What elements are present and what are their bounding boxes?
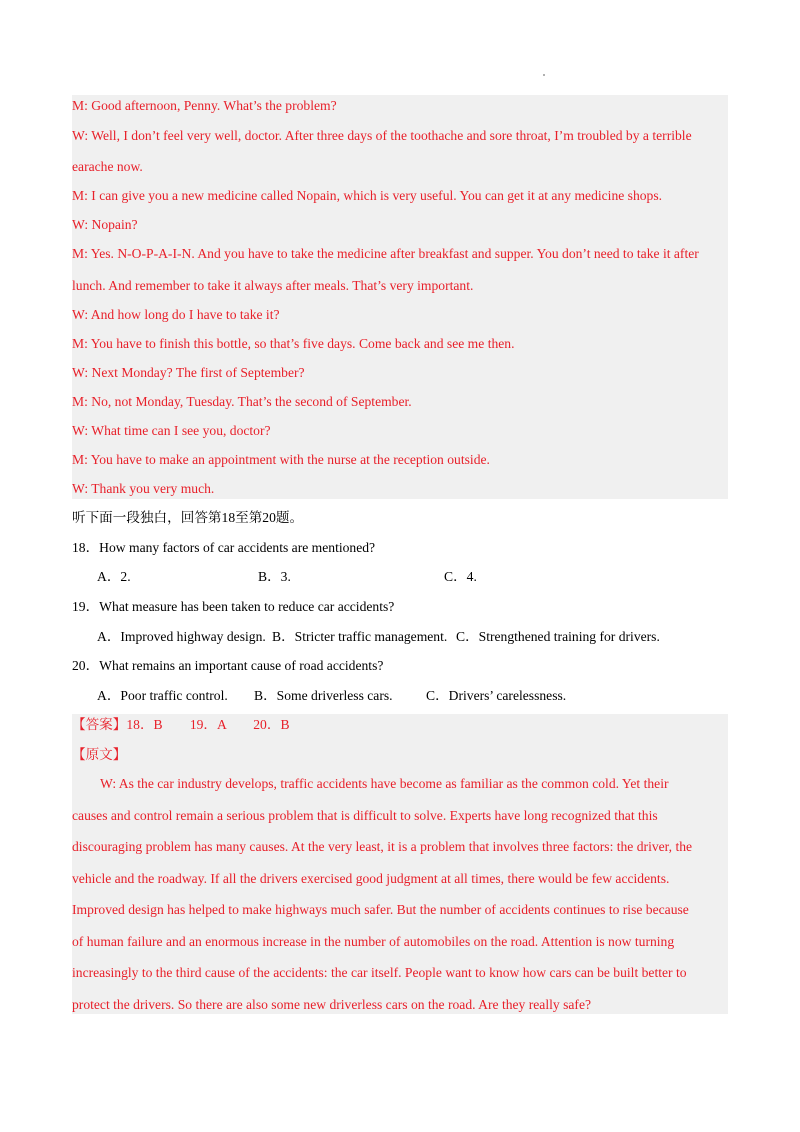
option-c: C．Drivers’ carelessness.	[426, 688, 567, 703]
option-a: A．Poor traffic control.	[97, 688, 228, 703]
original-line: discouraging problem has many causes. At the very least, it is a problem that involves three factors: the driver, the	[72, 839, 693, 854]
original-line: increasingly to the third cause of the accidents: the car itself. People want to know how cars can be built better to	[72, 965, 687, 980]
dialogue-line: earache now.	[72, 159, 143, 174]
answer-text: 18．B 19．A 20．B	[126, 717, 290, 732]
original-line: vehicle and the roadway. If all the drivers exercised good judgment at all times, there would be few accidents.	[72, 871, 670, 886]
option-c: C．Strengthened training for drivers.	[456, 629, 660, 644]
dialogue-line: M: Yes. N-O-P-A-I-N. And you have to take the medicine after breakfast and supper. You don’t need to take it after	[72, 246, 699, 261]
original-line: W: As the car industry develops, traffic accidents have become as familiar as the common cold. Yet their	[100, 776, 669, 791]
dialogue-line: W: Next Monday? The first of September?	[72, 365, 305, 380]
original-line: protect the drivers. So there are also some new driverless cars on the road. Are they really safe?	[72, 997, 592, 1012]
answer-line	[72, 715, 290, 735]
dialogue-line: lunch. And remember to take it always after meals. That’s very important.	[72, 278, 474, 293]
option-b: B．3.	[258, 569, 291, 584]
question-stem: 19．What measure has been taken to reduce car accidents?	[72, 599, 395, 614]
dialogue-line: W: And how long do I have to take it?	[72, 307, 280, 322]
dialogue-line: W: What time can I see you, doctor?	[72, 423, 271, 438]
dialogue-line: M: Good afternoon, Penny. What’s the problem?	[72, 98, 337, 113]
dialogue-line: M: No, not Monday, Tuesday. That’s the second of September.	[72, 394, 412, 409]
dialogue-line: W: Nopain?	[72, 217, 138, 232]
original-line: of human failure and an enormous increase in the number of automobiles on the road. Attention is now turning	[72, 934, 675, 949]
option-c: C．4.	[444, 569, 477, 584]
question-stem: 20．What remains an important cause of road accidents?	[72, 658, 384, 673]
option-b: B．Stricter traffic management.	[272, 629, 448, 644]
dialogue-line: W: Thank you very much.	[72, 481, 215, 496]
original-line: causes and control remain a serious problem that is difficult to solve. Experts have long recognized that this	[72, 808, 658, 823]
section-instruction: 听下面一段独白，回答第18至第20题。	[72, 510, 304, 525]
header-dot	[543, 74, 545, 76]
dialogue-line: M: I can give you a new medicine called Nopain, which is very useful. You can get it at any medicine shops.	[72, 188, 663, 203]
dialogue-line: M: You have to finish this bottle, so that’s five days. Come back and see me then.	[72, 336, 515, 351]
original-tag: 【原文】	[72, 747, 127, 762]
dialogue-line: W: Well, I don’t feel very well, doctor. After three days of the toothache and sore throat, I’m troubled by a terrible	[72, 128, 692, 143]
answer-tag: 【答案】	[72, 717, 127, 732]
original-line: Improved design has helped to make highways much safer. But the number of accidents continues to rise because	[72, 902, 689, 917]
option-b: B．Some driverless cars.	[254, 688, 393, 703]
option-a: A．2.	[97, 569, 131, 584]
question-stem: 18．How many factors of car accidents are mentioned?	[72, 540, 376, 555]
dialogue-line: M: You have to make an appointment with the nurse at the reception outside.	[72, 452, 490, 467]
option-a: A．Improved highway design.	[97, 629, 266, 644]
